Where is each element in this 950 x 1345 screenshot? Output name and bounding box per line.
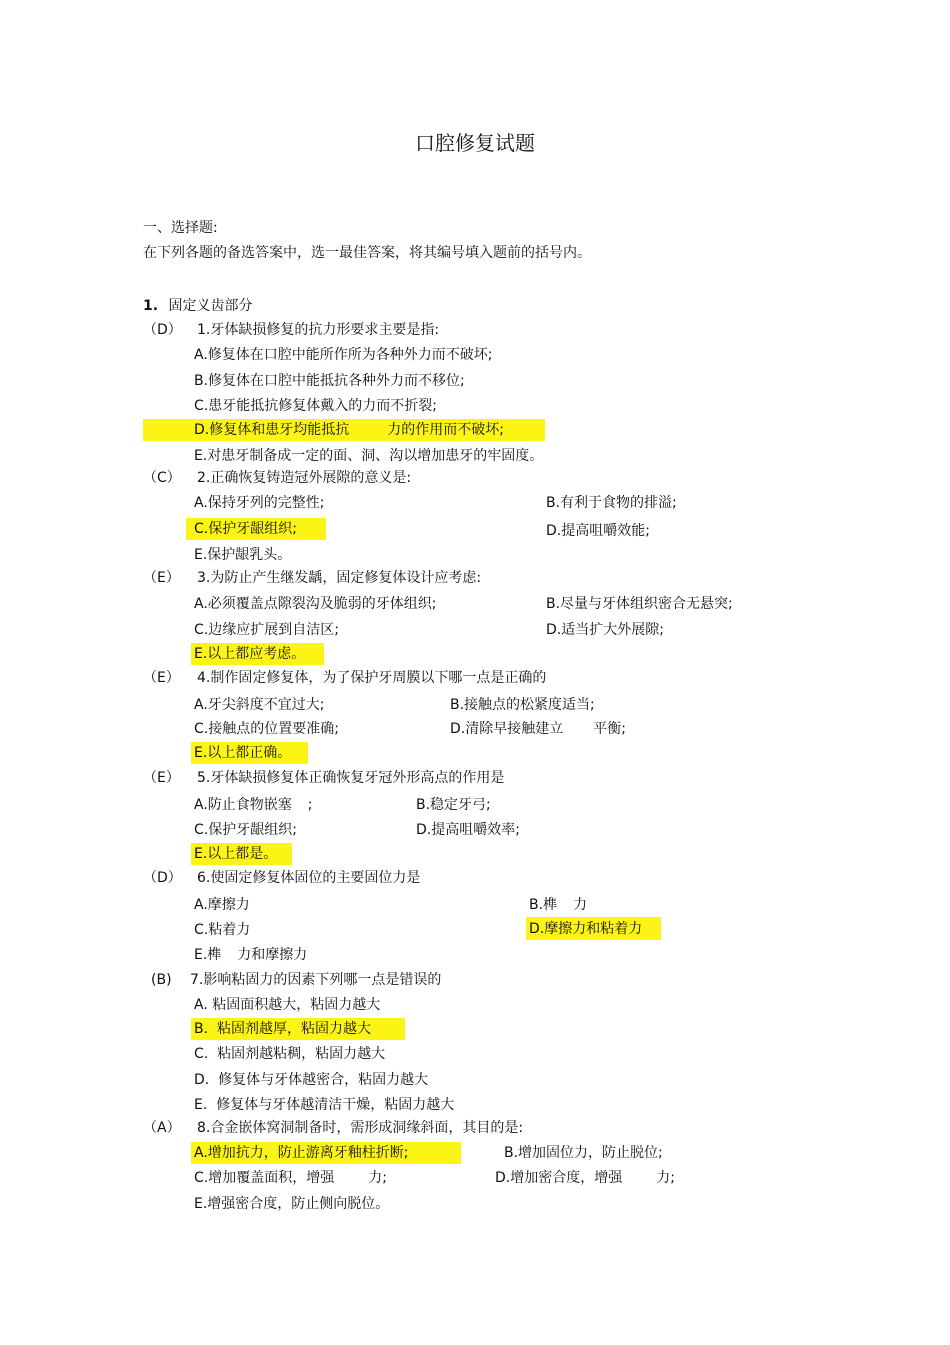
option-q3-b: B.尽量与牙体组织密合无悬突; (546, 596, 733, 612)
page-title: 口腔修复试题 (415, 131, 535, 155)
answer-q4: （E） (143, 670, 180, 686)
option-q4-d (450, 719, 626, 739)
option-q5-b: B.稳定牙弓; (416, 797, 491, 813)
option-q6-e (194, 945, 307, 965)
answer-q5: （E） (143, 770, 180, 786)
option-q2-e: E.保护龈乳头。 (194, 547, 292, 563)
question-stem-q6: 6.使固定修复体固位的主要固位力是 (197, 870, 421, 886)
option-q8-d-part1: D.增加密合度，增强 (495, 1170, 623, 1186)
option-q7-e: E. 修复体与牙体越清洁干燥，粘固力越大 (194, 1097, 455, 1113)
option-q6-d: D.摩擦力和粘着力 (529, 921, 643, 937)
part-number: 1. (143, 298, 159, 314)
option-q1-d (194, 420, 504, 440)
part-name: 固定义齿部分 (168, 298, 253, 314)
option-q6-b-part1: B.榫 (529, 897, 558, 913)
question-stem-q2: 2.正确恢复铸造冠外展隙的意义是: (197, 470, 412, 486)
answer-q1: （D） (143, 322, 182, 338)
option-q3-a: A.必须覆盖点隙裂沟及脆弱的牙体组织; (194, 596, 437, 612)
option-q5-a (194, 795, 313, 815)
question-stem-q8: 8.合金嵌体窝洞制备时，需形成洞缘斜面，其目的是: (197, 1120, 524, 1136)
option-q7-b: B. 粘固剂越厚，粘固力越大 (194, 1021, 371, 1037)
answer-q6: （D） (143, 870, 182, 886)
option-q6-a: A.摩擦力 (194, 897, 250, 913)
question-stem-q4: 4.制作固定修复体，为了保护牙周膜以下哪一点是正确的 (197, 670, 547, 686)
option-q1-e: E.对患牙制备成一定的面、洞、沟以增加患牙的牢固度。 (194, 448, 544, 464)
option-q8-c-part2: 力; (368, 1170, 387, 1186)
option-q4-b: B.接触点的松紧度适当; (450, 697, 595, 713)
question-stem-q7: 7.影响粘固力的因素下列哪一点是错误的 (190, 972, 442, 988)
option-q1-d-part2: 力的作用而不破坏; (387, 422, 504, 438)
option-q5-a-part2: ; (307, 797, 313, 813)
option-q5-c: C.保护牙龈组织; (194, 822, 297, 838)
option-q5-a-part1: A.防止食物嵌塞 (194, 797, 292, 813)
option-q2-d: D.提高咀嚼效能; (546, 523, 650, 539)
option-q6-c: C.粘着力 (194, 922, 251, 938)
option-q2-c: C.保护牙龈组织; (194, 521, 297, 537)
answer-q8: （A） (143, 1120, 181, 1136)
section-heading: 一、选择题: (143, 220, 218, 236)
option-q5-e: E.以上都是。 (194, 846, 278, 862)
part-heading (143, 296, 253, 316)
option-q3-c: C.边缘应扩展到自洁区; (194, 622, 339, 638)
option-q4-c: C.接触点的位置要准确; (194, 721, 339, 737)
option-q4-d-part1: D.清除早接触建立 (450, 721, 564, 737)
option-q7-a: A. 粘固面积越大，粘固力越大 (194, 997, 381, 1013)
option-q1-a: A.修复体在口腔中能所作所为各种外力而不破坏; (194, 347, 493, 363)
section-instruction: 在下列各题的备选答案中，选一最佳答案，将其编号填入题前的括号内。 (143, 245, 591, 261)
option-q2-a: A.保持牙列的完整性; (194, 495, 325, 511)
option-q6-b (529, 895, 587, 915)
option-q6-e-part2: 力和摩擦力 (237, 947, 308, 963)
option-q6-b-part2: 力 (573, 897, 588, 913)
question-stem-q5: 5.牙体缺损修复体正确恢复牙冠外形高点的作用是 (197, 770, 505, 786)
option-q4-e: E.以上都正确。 (194, 745, 292, 761)
answer-q2: （C） (143, 470, 181, 486)
option-q8-e: E.增强密合度，防止侧向脱位。 (194, 1196, 390, 1212)
option-q8-a: A.增加抗力，防止游离牙釉柱折断; (194, 1145, 409, 1161)
answer-q3: （E） (143, 570, 180, 586)
option-q4-d-part2: 平衡; (593, 721, 626, 737)
option-q8-d-part2: 力; (656, 1170, 675, 1186)
option-q4-a: A.牙尖斜度不宜过大; (194, 697, 325, 713)
option-q5-d: D.提高咀嚼效率; (416, 822, 520, 838)
question-stem-q1: 1.牙体缺损修复的抗力形要求主要是指: (197, 322, 440, 338)
answer-q7: (B) (151, 972, 172, 988)
option-q2-b: B.有利于食物的排溢; (546, 495, 677, 511)
option-q8-c-part1: C.增加覆盖面积，增强 (194, 1170, 335, 1186)
option-q6-e-part1: E.榫 (194, 947, 222, 963)
option-q7-c: C. 粘固剂越粘稠，粘固力越大 (194, 1046, 386, 1062)
option-q3-d: D.适当扩大外展隙; (546, 622, 664, 638)
option-q1-d-part1: D.修复体和患牙均能抵抗 (194, 422, 350, 438)
option-q8-c (194, 1168, 387, 1188)
option-q3-e: E.以上都应考虑。 (194, 646, 306, 662)
option-q8-b: B.增加固位力，防止脱位; (504, 1145, 663, 1161)
option-q1-c: C.患牙能抵抗修复体戴入的力而不折裂; (194, 398, 437, 414)
option-q7-d: D. 修复体与牙体越密合，粘固力越大 (194, 1072, 429, 1088)
option-q8-d (495, 1168, 675, 1188)
option-q1-b: B.修复体在口腔中能抵抗各种外力而不移位; (194, 373, 465, 389)
question-stem-q3: 3.为防止产生继发龋，固定修复体设计应考虑: (197, 570, 482, 586)
